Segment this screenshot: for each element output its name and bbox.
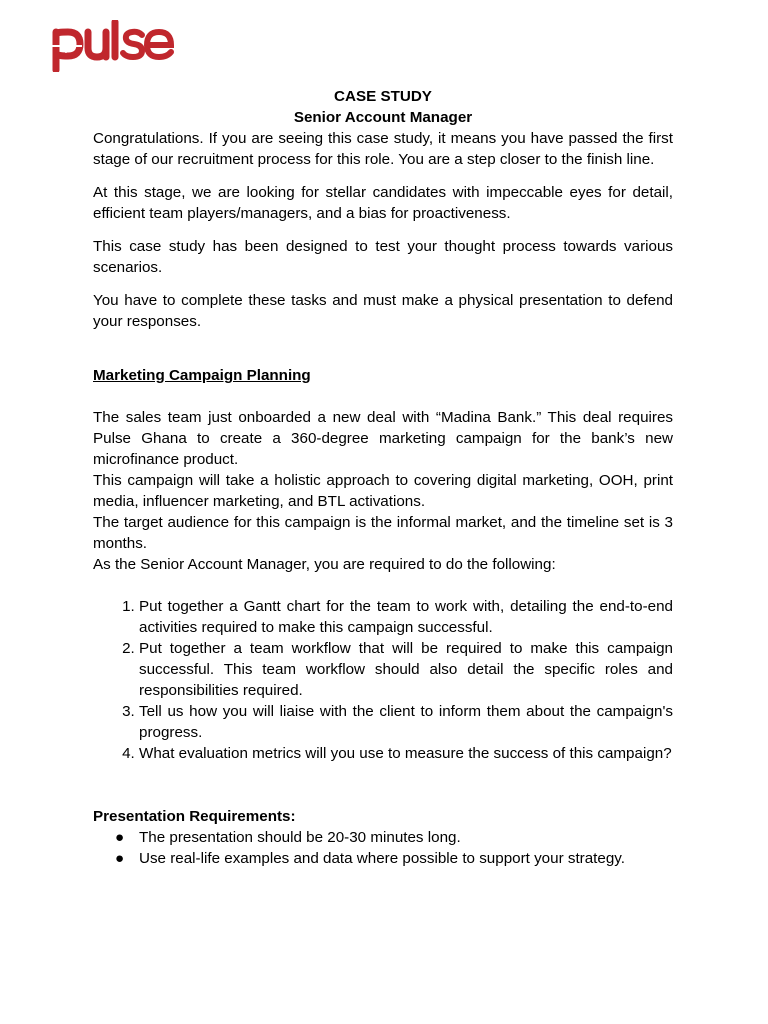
presentation-list [93,827,673,869]
document-body [93,86,673,869]
intro-paragraph: At this stage, we are looking for stellar candidates with impeccable eyes for detail, efficient team players/managers, and a bias for proactiveness. [93,184,673,222]
intro-paragraph: You have to complete these tasks and must make a physical presentation to defend your responses. [93,292,673,330]
title-role: Senior Account Manager [293,109,473,126]
campaign-heading: Marketing Campaign Planning [93,367,311,384]
intro-paragraph: Congratulations. If you are seeing this case study, it means you have passed the first stage of our recruitment process for this role. You are a step closer to the finish line. [93,130,673,168]
task-item: 1. Put together a Gantt chart for the team to work with, detailing the end-to-end activities required to make this campaign successful. [139,596,673,638]
presentation-item [115,848,673,869]
task-list [93,596,673,764]
presentation-item [115,827,673,848]
task-item: 3. Tell us how you will liaise with the client to inform them about the campaign's progress. [139,701,673,743]
intro-paragraph: This case study has been designed to test your thought process towards various scenarios. [93,238,673,276]
presentation-item-text: Use real-life examples and data where possible to support your strategy. [139,850,625,867]
task-item: 2. Put together a team workflow that will be required to make this campaign successful. This team workflow should also detail the specific roles and responsibilities required. [139,638,673,701]
campaign-line: This campaign will take a holistic approach to covering digital marketing, OOH, print media, influencer marketing, and BTL activations. [93,472,673,510]
title-case-study: CASE STUDY [334,88,432,105]
pulse-logo [52,20,176,72]
task-item: 4. What evaluation metrics will you use to measure the success of this campaign? [139,743,673,764]
campaign-line: The sales team just onboarded a new deal with “Madina Bank.” This deal requires Pulse Ghana to create a 360-degree marketing campaign for the bank’s new microfinance product. [93,409,673,468]
bullet-icon: ● [115,829,125,846]
logo-text: pulse [52,20,55,21]
campaign-line: The target audience for this campaign is the informal market, and the timeline set is 3 months. [93,514,673,552]
campaign-line: As the Senior Account Manager, you are required to do the following: [93,556,556,573]
presentation-item-text: The presentation should be 20-30 minutes long. [139,829,461,846]
bullet-icon: ● [115,850,125,867]
presentation-heading: Presentation Requirements: [93,808,296,825]
